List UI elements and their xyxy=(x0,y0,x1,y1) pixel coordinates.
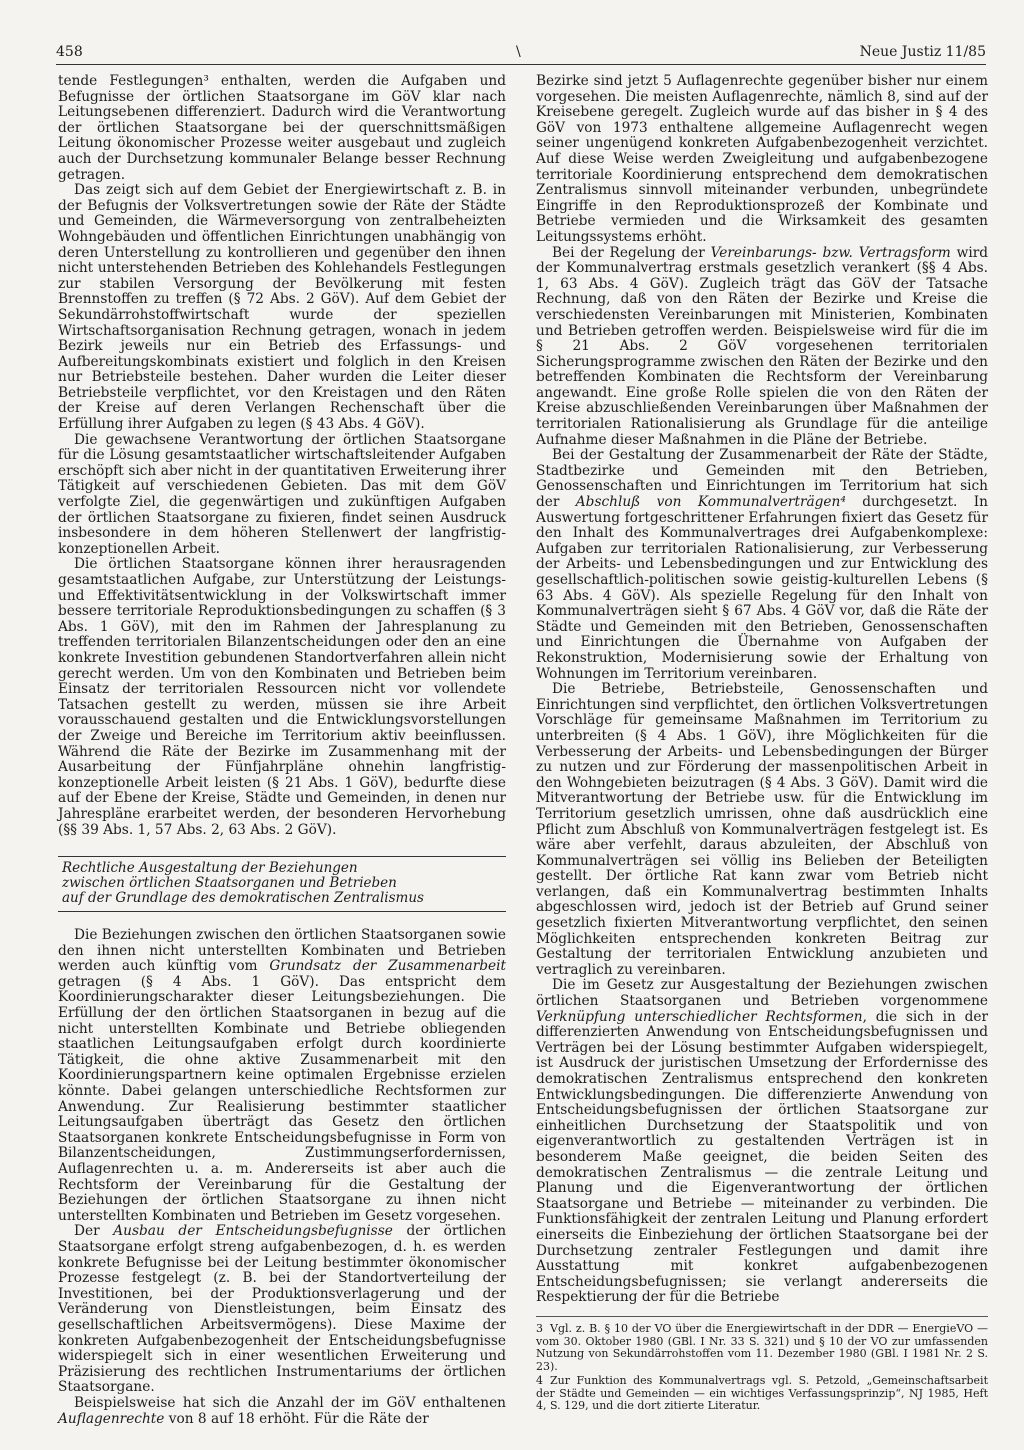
section-heading-line: auf der Grundlage des demokratischen Zentralismus xyxy=(62,890,424,907)
footnote-number: 3 xyxy=(536,1321,543,1335)
text-run: von 8 auf 18 erhöht. Für die Räte der xyxy=(164,1410,429,1427)
left-column xyxy=(58,74,506,1427)
margin-mark: \ xyxy=(516,44,521,60)
footnote-text: Zur Funktion des Kommunalvertrags vgl. S. Petzold, „Gemeinschaftsarbeit der Städte und Gemeinden — ein wichtiges Verfassungsprinzip“, NJ 1985, Heft 4, S. 129, und die dort zitierte Literatur. xyxy=(536,1374,988,1413)
paragraph: Die Betriebe, Betriebsteile, Genossenschaften und Einrichtungen sind verpflichtet, den örtlichen Volksvertretungen Vorschläge für gemeinsame Maßnahmen im Territorium zu unterbreiten (§ 4 Abs. 1 GöV), ihre Möglichkeiten für die Verbesserung der Arbeits- und Lebensbedingungen der Bürger zu nutzen und zur Förderung der massenpolitischen Arbeit in den Wohngebieten beizutragen (§ 4 Abs. 3 GöV). Damit wird die Mitverantwortung der Betriebe usw. für die Entwicklung im Territorium gesetzlich umrissen, ohne daß ausdrücklich eine Pflicht zum Abschluß von Kommunalverträgen festgelegt ist. Es wäre aber verfehlt, daraus abzuleiten, der Abschluß von Kommunalverträgen sei völlig ins Belieben der Beteiligten gestellt. Der örtliche Rat kann zwar vom Betrieb nicht verlangen, daß ein Kommunalvertrag bestimmten Inhalts abgeschlossen wird, jedoch ist der Betrieb auf Grund seiner gesetzlich fixierten Mitverantwortung verpflichtet, den seinen Möglichkeiten entsprechenden konkreten Beitrag zur Gestaltung der territorialen Entwicklung anzubieten und vertraglich zu vereinbaren. xyxy=(536,681,988,978)
footnote-text: Vgl. z. B. § 10 der VO über die Energiewirtschaft in der DDR — EnergieVO — vom 30. Oktober 1980 (GBl. I Nr. 33 S. 321) und § 10 der VO zur umfassenden Nutzung von Sekundärrohstoffen vom 11. Dezember 1980 (GBl. I 1981 Nr. 2 S. 23). xyxy=(536,1321,988,1373)
page-header xyxy=(56,44,986,65)
paragraph xyxy=(536,978,988,1305)
emphasis: Abschluß von Kommunalverträgen⁴ xyxy=(575,494,846,511)
page-number: 458 xyxy=(56,44,83,60)
emphasis: Ausbau der Entscheidungsbefugnisse xyxy=(113,1223,393,1240)
paragraph: Bezirke sind jetzt 5 Auflagenrechte gegenüber bisher nur einem vorgesehen. Die meisten Auflagenrechte, nämlich 8, sind auf der Kreisebene geregelt. Zugleich wurde auf das bisher in § 4 des GöV von 1973 enthaltene allgemeine Auflagenrecht wegen seiner ungenügend konkreten Aufgabenbezogenheit verzichtet. Auf diese Weise werden Zweigleitung und aufgabenbezogene territoriale Koordinierung entsprechend dem demokratischen Zentralismus sinnvoll miteinander verbunden, unbegründete Eingriffe in den Reproduktionsprozeß der Kombinate und Betriebe vermieden und die Wirksamkeit des gesamten Leitungssystems erhöht. xyxy=(536,73,988,245)
footnote xyxy=(536,1323,988,1373)
text-run: getragen (§ 4 Abs. 1 GöV). Das entspricht dem Koordinierungscharakter dieser Leitungsbeziehungen. Die Erfüllung der den örtlichen Staatsorganen in bezug auf die nicht unterstellten Kombinate und Betriebe obliegenden staatlichen Leitungsaufgaben erfolgt durch koordinierte Tätigkeit, die ohne aktive Zusammenarbeit mit den Koordinierungspartnern keine optimalen Ergebnisse erzielen könnte. Dabei gelangen unterschiedliche Rechtsformen zur Anwendung. Zur Realisierung bestimmter staatlicher Leitungsaufgaben überträgt das Gesetz den örtlichen Staatsorganen konkrete Entscheidungsbefugnisse in Form von Bilanzentscheidungen, Zustimmungserfordernissen, Auflagenrechten u. a. m. Andererseits ist aber auch die Rechtsform der Vereinbarung für die Gestaltung der Beziehungen der örtlichen Staatsorgane zu ihnen nicht unterstellten Kombinaten und Betrieben im Gesetz vorgesehen. xyxy=(58,973,506,1224)
paragraph: Die örtlichen Staatsorgane können ihrer herausragenden gesamtstaatlichen Aufgabe, zur Unterstützung der Leistungs- und Effektivitätsentwicklung in der Volkswirtschaft immer bessere territoriale Reproduktionsbedingungen zu schaffen (§ 3 Abs. 1 GöV), mit den im Rahmen der Jahresplanung zu treffenden territorialen Bilanzentscheidungen oder den an eine konkrete Investition gebundenen Standortverfahren allein nicht gerecht werden. Um von den Kombinaten und Betrieben beim Einsatz der territorialen Ressourcen nicht vor vollendete Tatsachen gestellt zu werden, müssen sie ihre Arbeit vorausschauend gestalten und die Entwicklungsvorstellungen der Zweige und Bereiche im Territorium aktiv beeinflussen. Während die Räte der Bezirke im Zusammenhang mit der Ausarbeitung der Fünfjahrpläne ohnehin langfristig-konzeptionelle Arbeit leisten (§ 21 Abs. 1 GöV), bedurfte diese auf der Ebene der Kreise, Städte und Gemeinden, in denen nur Jahrespläne erarbeitet werden, der besonderen Hervorhebung (§§ 39 Abs. 1, 57 Abs. 2, 63 Abs. 2 GöV). xyxy=(58,556,506,838)
text-run: Die Beziehungen zwischen den örtlichen Staatsorganen sowie den ihnen nicht unterstellten Kombinaten und Betrieben werden auch künftig vom xyxy=(58,927,506,975)
paragraph: Das zeigt sich auf dem Gebiet der Energiewirtschaft z. B. in der Befugnis der Volksvertretungen sowie der Räte der Städte und Gemeinden, die Wärmeversorgung von zentralbeheizten Wohngebäuden und öffentlichen Einrichtungen unabhängig von deren Unterstellung zu kontrollieren und gegenüber den ihnen nicht unterstehenden Betrieben des Kohlehandels Festlegungen zur stabilen Versorgung der Bevölkerung mit festen Brennstoffen zu treffen (§ 72 Abs. 2 GöV). Auf dem Gebiet der Sekundärrohstoffwirtschaft wurde der speziellen Wirtschaftsorganisation Rechnung getragen, wonach in jedem Bezirk jeweils nur ein Betrieb des Erfassungs- und Aufbereitungskombinats existiert und folglich in den Kreisen nur Betriebsteile bestehen. Daher wurden die Leiter dieser Betriebsteile verpflichtet, vor den Kreistagen und den Räten der Kreise auf deren Verlangen Rechenschaft über die Erfüllung ihrer Aufgaben zu legen (§ 43 Abs. 4 GöV). xyxy=(58,182,506,433)
section-heading-line: zwischen örtlichen Staatsorganen und Betrieben xyxy=(62,875,397,892)
text-run: Bei der Gestaltung der Zusammenarbeit der Räte der Städte, Stadtbezirke und Gemeinden mit den Betrieben, Genossenschaften und Einrichtungen im Territorium hat sich der xyxy=(536,447,988,511)
emphasis: Vereinbarungs- bzw. Vertragsform xyxy=(710,244,951,261)
section-heading xyxy=(58,856,506,912)
paragraph xyxy=(58,1224,506,1396)
emphasis: Verknüpfung unterschiedlicher Rechtsformen xyxy=(536,1008,863,1025)
footnote-number: 4 xyxy=(536,1374,543,1388)
text-run: Beispielsweise hat sich die Anzahl der im GöV enthaltenen xyxy=(74,1394,506,1411)
text-run: wird der Kommunalvertrag erstmals gesetzlich verankert (§§ 4 Abs. 1, 63 Abs. 4 GöV). Zugleich trägt das GöV der Tatsache Rechnung, daß von den Räten der Bezirke und Kreise die verschiedensten Vereinbarungen mit Ministerien, Kombinaten und Betrieben getroffen werden. Beispielsweise wird für die im § 21 Abs. 2 GöV vorgesehenen territorialen Sicherungsprogramme zwischen den Räten der Bezirke und den betreffenden Kombinaten die Rechtsform der Vereinbarung angewandt. Eine große Rolle spielen die von den Räten der Kreise abzuschließenden Vereinbarungen über Maßnahmen der territorialen Rationalisierung als Grundlage für die anteilige Aufnahme dieser Maßnahmen in die Pläne der Betriebe. xyxy=(536,244,988,448)
paragraph xyxy=(536,246,988,449)
text-run: Die im Gesetz zur Ausgestaltung der Beziehungen zwischen örtlichen Staatsorganen und Betrieben vorgenommene xyxy=(536,977,988,1010)
emphasis: Grundsatz der Zusammenarbeit xyxy=(269,958,506,975)
text-run: Der xyxy=(74,1223,114,1240)
footnote xyxy=(536,1375,988,1413)
text-run: der örtlichen Staatsorgane erfolgt streng aufgabenbezogen, d. h. es werden konkrete Befugnisse bei der Leitung bestimmter ökonomischer Prozesse festgelegt (z. B. bei der Standortverteilung der Investitionen, bei der Produktionsverlagerung und der Veränderung von Dienstleistungen, beim Einsatz des gesellschaftlichen Arbeitsvermögens). Diese Maxime der konkreten Aufgabenbezogenheit der Entscheidungsbefugnisse widerspiegelt sich in einer wesentlichen Erweiterung und Präzisierung des rechtlichen Instrumentariums der örtlichen Staatsorgane. xyxy=(58,1223,507,1396)
paragraph xyxy=(536,448,988,682)
text-run: , die sich in der differenzierten Anwendung von Entscheidungsbefugnissen und Verträgen bei der Lösung bestimmter Aufgaben widerspiegelt, ist Ausdruck der juristischen Umsetzung der Erfordernisse des demokratischen Zentralismus entsprechend den konkreten Entwicklungsbedingungen. Die differenzierte Anwendung von Entscheidungsbefugnissen der örtlichen Staatsorgane zur einheitlichen Durchsetzung der Staatspolitik und von eigenverantwortlich zu gestaltenden Verträgen ist in besonderem Maße geeignet, die beiden Seiten des demokratischen Zentralismus — die zentrale Leitung und Planung und die Eigenverantwortung der örtlichen Staatsorgane und Betriebe — miteinander zu verbinden. Die Funktionsfähigkeit der zentralen Leitung und Planung erfordert einerseits die Einbeziehung der örtlichen Staatsorgane bei der Durchsetzung zentraler Festlegungen und damit ihre Ausstattung mit konkret aufgabenbezogenen Entscheidungsbefugnissen; sie verlangt andererseits die Respektierung der für die Betriebe xyxy=(536,1008,988,1306)
emphasis: Auflagenrechte xyxy=(58,1410,165,1427)
section-heading-line: Rechtliche Ausgestaltung der Beziehungen xyxy=(62,860,358,877)
paragraph xyxy=(58,1396,506,1427)
paragraph: tende Festlegungen³ enthalten, werden die Aufgaben und Befugnisse der örtlichen Staatsorgane im GöV klar nach Leitungsebenen differenziert. Dadurch wird die Verantwortung der örtlichen Staatsorgane bei der querschnittsmäßigen Leitung ökonomischer Prozesse weiter ausgebaut und zugleich auch der Durchsetzung kommunaler Belange besser Rechnung getragen. xyxy=(58,73,506,183)
journal-title: Neue Justiz 11/85 xyxy=(859,44,986,60)
text-run: durchgesetzt. In Auswertung fortgeschrittener Erfahrungen fixiert das Gesetz für den Inhalt des Kommunalvertrages drei Aufgabenkomplexe: Aufgaben zur territorialen Rationalisierung, zur Verbesserung der Arbeits- und Lebensbedingungen und zur Entwicklung des gesellschaftlich-politischen sowie geistig-kulturellen Lebens (§ 63 Abs. 4 GöV). Als spezielle Regelung für den Inhalt von Kommunalverträgen sieht § 67 Abs. 4 GöV vor, daß die Räte der Städte und Gemeinden mit den Betrieben, Genossenschaften und Einrichtungen die Übernahme von Aufgaben der Rekonstruktion, Modernisierung sowie der Erhaltung von Wohnungen im Territorium vereinbaren. xyxy=(536,494,988,682)
right-column xyxy=(536,74,988,1415)
paragraph xyxy=(58,928,506,1224)
footnotes xyxy=(536,1316,988,1413)
paragraph: Die gewachsene Verantwortung der örtlichen Staatsorgane für die Lösung gesamtstaatlicher wirtschaftsleitender Aufgaben erschöpft sich aber nicht in der quantitativen Erweiterung ihrer Tätigkeit auf verschiedenen Gebieten. Das mit dem GöV verfolgte Ziel, die gegenwärtigen und zukünftigen Aufgaben der örtlichen Staatsorgane zu fixieren, findet seinen Ausdruck insbesondere in dem höheren Stellenwert der langfristig-konzeptionellen Arbeit. xyxy=(58,431,506,557)
text-run: Bei der Regelung der xyxy=(552,244,711,261)
